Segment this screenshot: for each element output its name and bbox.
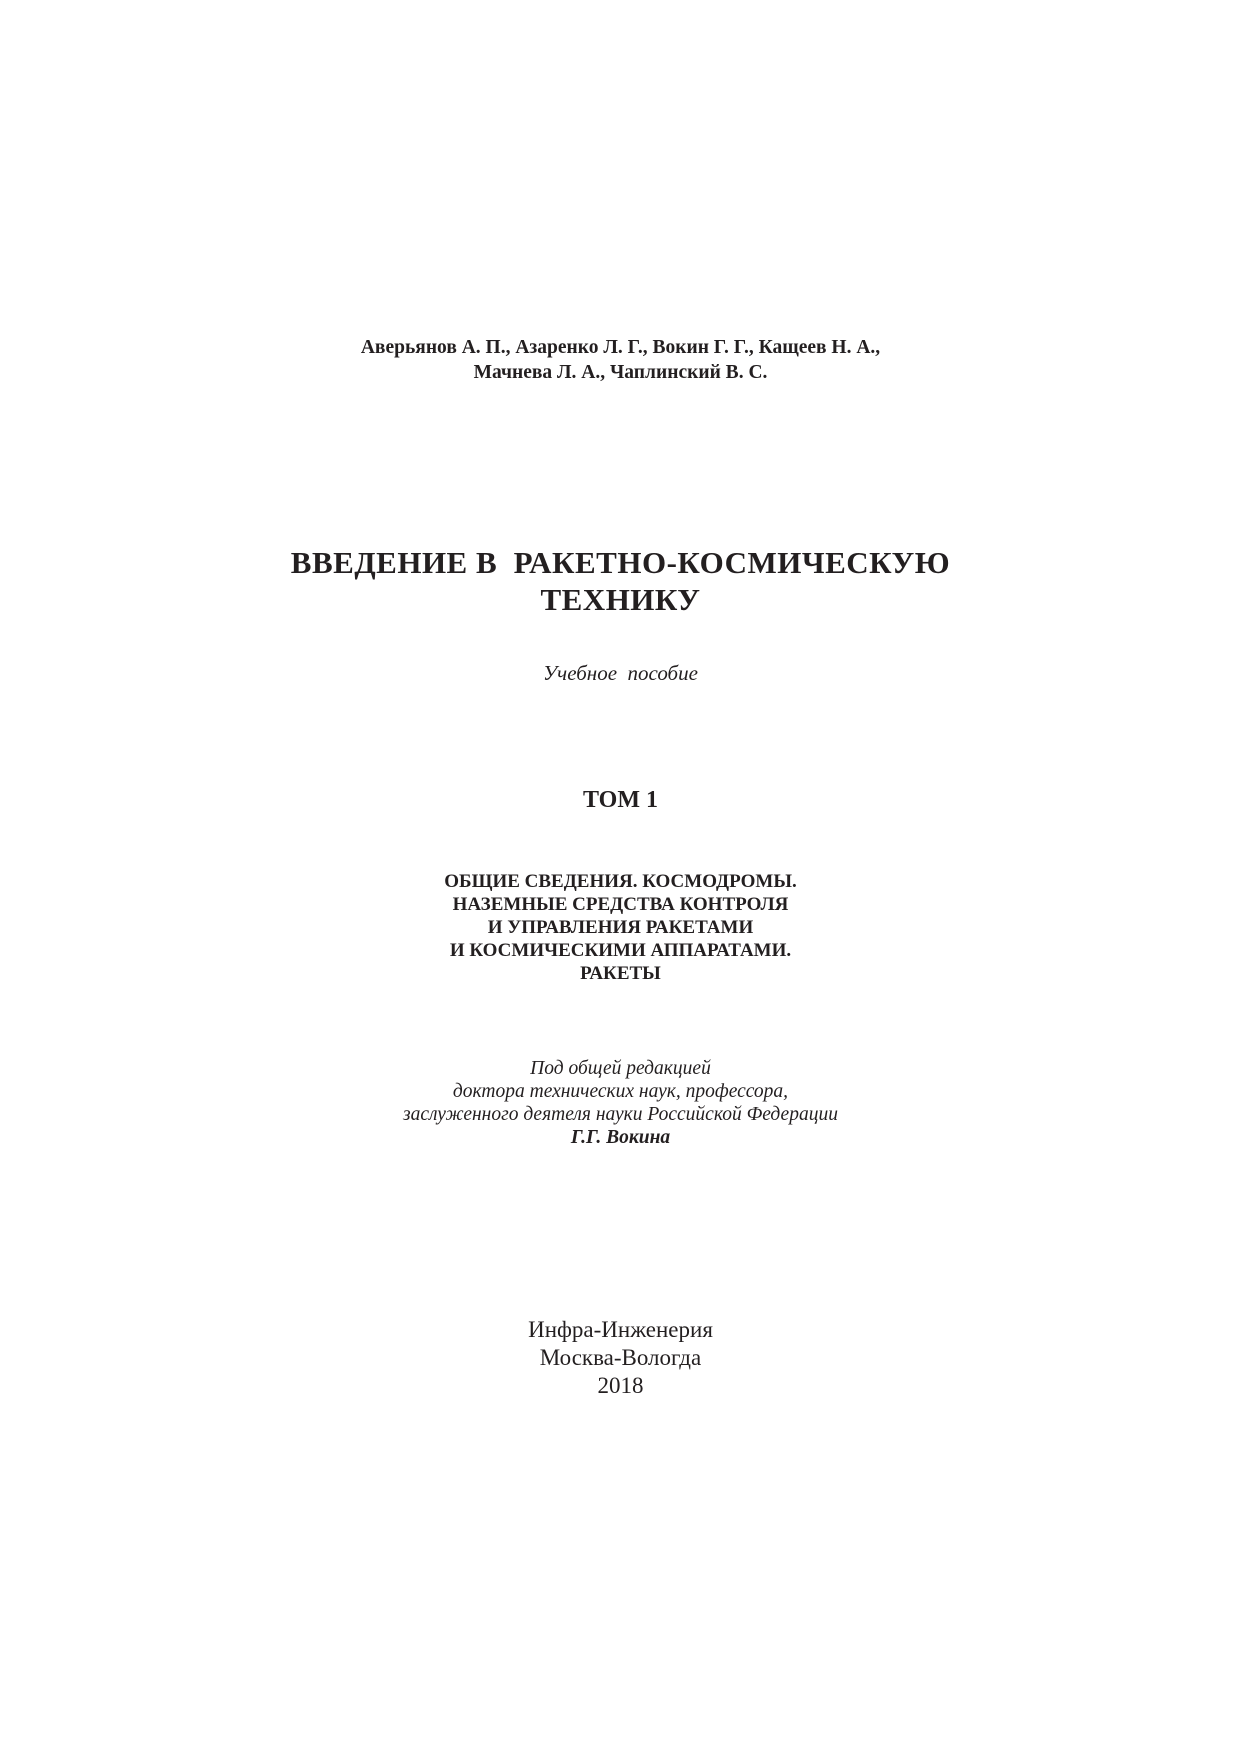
publication-year: 2018 xyxy=(597,1373,644,1398)
authors-line-2: Мачнева Л. А., Чаплинский В. С. xyxy=(473,362,768,383)
volume-title-line: РАКЕТЫ xyxy=(580,963,661,984)
editor-line-2: доктора технических наук, профессора, xyxy=(452,1081,789,1102)
volume-title xyxy=(0,870,1241,985)
volume-title-line: ОБЩИЕ СВЕДЕНИЯ. КОСМОДРОМЫ. xyxy=(444,871,797,892)
book-title-line-2: ТЕХНИКУ xyxy=(540,582,701,617)
volume-label xyxy=(0,785,1241,815)
volume-title-line: И УПРАВЛЕНИЯ РАКЕТАМИ xyxy=(487,917,754,938)
volume-title-line: И КОСМИЧЕСКИМИ АППАРАТАМИ. xyxy=(449,940,792,961)
volume-label-text: ТОМ 1 xyxy=(582,787,658,813)
volume-title-line: НАЗЕМНЫЕ СРЕДСТВА КОНТРОЛЯ xyxy=(452,894,789,915)
publisher-city: Москва-Вологда xyxy=(539,1345,702,1370)
publisher-name: Инфра-Инженерия xyxy=(528,1317,713,1342)
editor-block xyxy=(0,1057,1241,1149)
editor-line-3: заслуженного деятеля науки Российской Федерации xyxy=(403,1104,838,1125)
editor-name: Г.Г. Вокина xyxy=(570,1127,671,1148)
authors-line-1: Аверьянов А. П., Азаренко Л. Г., Вокин Г. Г., Кащеев Н. А., xyxy=(360,337,881,358)
authors-block xyxy=(0,335,1241,385)
book-title-line-1: ВВЕДЕНИЕ В РАКЕТНО-КОСМИЧЕСКУЮ xyxy=(290,545,951,580)
editor-line-1: Под общей редакцией xyxy=(530,1058,711,1079)
book-title xyxy=(0,544,1241,618)
book-type-text: Учебное пособие xyxy=(543,661,698,685)
publisher-block xyxy=(0,1316,1241,1400)
book-type xyxy=(0,660,1241,686)
